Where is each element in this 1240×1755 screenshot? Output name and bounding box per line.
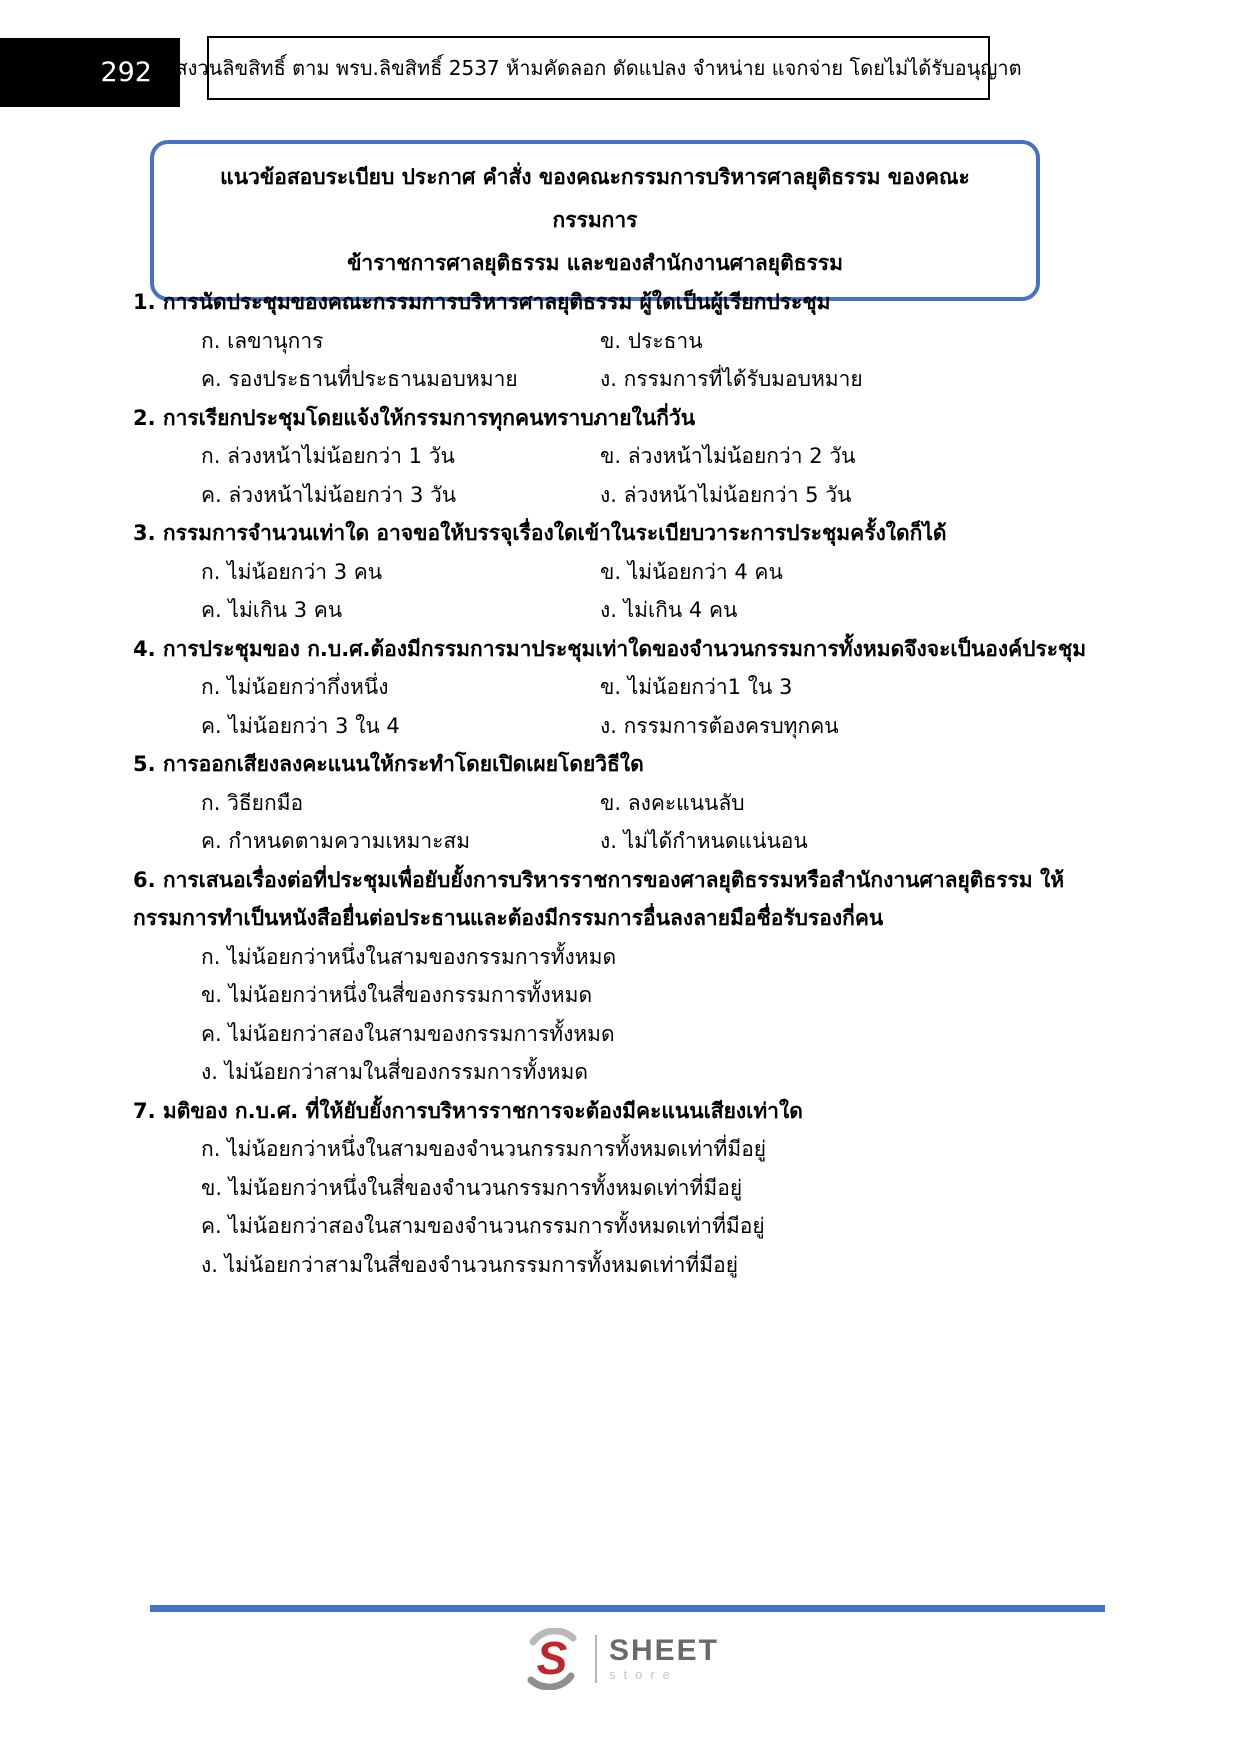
option-choice: ง. ล่วงหน้าไม่น้อยกว่า 5 วัน — [600, 482, 852, 507]
sheet-store-logo — [521, 1628, 719, 1690]
footer-divider-rule — [150, 1605, 1105, 1612]
logo-title: SHEET — [608, 1634, 720, 1667]
questions-list — [133, 283, 1113, 1284]
question-block — [133, 399, 1113, 515]
option-choice: ก. วิธียกมือ — [201, 790, 304, 815]
exam-title-line1: แนวข้อสอบระเบียบ ประกาศ คำสั่ง ของคณะกรรมการบริหารศาลยุติธรรม ของคณะกรรมการ — [220, 165, 970, 232]
option-choice: ง. กรรมการต้องครบทุกคน — [600, 713, 839, 738]
option-choice: ง. ไม่น้อยกว่าสามในสี่ของจำนวนกรรมการทั้งหมดเท่าที่มีอยู่ — [201, 1252, 739, 1277]
options-group — [133, 437, 1113, 514]
logo-s-letter: S — [536, 1632, 568, 1684]
option-choice: ข. ไม่น้อยกว่า 4 คน — [600, 559, 783, 584]
option-choice: ค. ไม่น้อยกว่าสองในสามของกรรมการทั้งหมด — [201, 1021, 615, 1046]
options-group — [133, 784, 1113, 861]
page-number: 292 — [100, 57, 152, 88]
question-text: 5. การออกเสียงลงคะแนนให้กระทำโดยเปิดเผยโดยวิธีใด — [133, 752, 644, 776]
option-choice: ก. เลขานุการ — [201, 328, 324, 353]
option-choice: ง. กรรมการที่ได้รับมอบหมาย — [600, 367, 863, 391]
option-choice: ค. ไม่น้อยกว่า 3 ใน 4 — [201, 713, 400, 738]
options-group — [133, 1130, 1113, 1284]
option-choice: ก. ไม่น้อยกว่าหนึ่งในสามของจำนวนกรรมการทั้งหมดเท่าที่มีอยู่ — [201, 1137, 767, 1161]
option-choice: ก. ไม่น้อยกว่า 3 คน — [201, 559, 383, 584]
exam-title-line2: ข้าราชการศาลยุติธรรม และของสำนักงานศาลยุติธรรม — [347, 251, 843, 275]
option-choice: ค. ไม่เกิน 3 คน — [201, 598, 343, 622]
question-block — [133, 630, 1113, 746]
logo-text-block — [609, 1635, 719, 1683]
option-choice: ค. กำหนดตามความเหมาะสม — [201, 829, 471, 853]
option-choice: ข. ประธาน — [600, 328, 703, 353]
option-choice: ก. ไม่น้อยกว่าหนึ่งในสามของกรรมการทั้งหมด — [201, 944, 617, 969]
option-choice: ง. ไม่ได้กำหนดแน่นอน — [600, 829, 808, 853]
option-choice: ค. รองประธานที่ประธานมอบหมาย — [201, 367, 518, 391]
option-choice: ข. ล่วงหน้าไม่น้อยกว่า 2 วัน — [600, 444, 856, 468]
question-text: 2. การเรียกประชุมโดยแจ้งให้กรรมการทุกคนทราบภายในกี่วัน — [133, 405, 696, 430]
option-choice: ง. ไม่น้อยกว่าสามในสี่ของกรรมการทั้งหมด — [201, 1060, 589, 1084]
question-text: 4. การประชุมของ ก.บ.ศ.ต้องมีกรรมการมาประชุมเท่าใดของจำนวนกรรมการทั้งหมดจึงจะเป็นองค์ประชุม — [133, 636, 1087, 661]
options-group — [133, 322, 1113, 399]
exam-title-box — [150, 140, 1040, 301]
copyright-text: สงวนลิขสิทธิ์ ตาม พรบ.ลิขสิทธิ์ 2537 ห้ามคัดลอก ดัดแปลง จำหน่าย แจกจ่าย โดยไม่ได้รับอนุญาต — [175, 56, 1022, 80]
question-block — [133, 745, 1113, 861]
question-block — [133, 514, 1113, 630]
option-choice: ข. ลงคะแนนลับ — [600, 790, 745, 815]
copyright-box — [175, 36, 1022, 100]
options-group — [133, 938, 1113, 1092]
option-choice: ข. ไม่น้อยกว่าหนึ่งในสี่ของกรรมการทั้งหมด — [201, 983, 593, 1007]
option-choice: ก. ล่วงหน้าไม่น้อยกว่า 1 วัน — [201, 444, 455, 468]
option-choice: ก. ไม่น้อยกว่ากึ่งหนึ่ง — [201, 675, 389, 699]
question-text: 6. การเสนอเรื่องต่อที่ประชุมเพื่อยับยั้งการบริหารราชการของศาลยุติธรรมหรือสำนักงานศาลยุติธรรม ให้กรรมการทำเป็นหนังสือยื่นต่อประธานและต้องมีกรรมการอื่นลงลายมือชื่อรับรองกี่คน — [133, 867, 1065, 930]
option-choice: ค. ไม่น้อยกว่าสองในสามของจำนวนกรรมการทั้งหมดเท่าที่มีอยู่ — [201, 1214, 765, 1238]
option-choice: ข. ไม่น้อยกว่าหนึ่งในสี่ของจำนวนกรรมการทั้งหมดเท่าที่มีอยู่ — [201, 1175, 743, 1200]
logo-subtitle: store — [608, 1667, 678, 1682]
page-number-box — [0, 38, 180, 107]
sheet-store-logo-icon — [521, 1628, 583, 1690]
option-choice: ค. ล่วงหน้าไม่น้อยกว่า 3 วัน — [201, 482, 457, 507]
question-text: 1. การนัดประชุมของคณะกรรมการบริหารศาลยุติธรรม ผู้ใดเป็นผู้เรียกประชุม — [133, 290, 831, 314]
option-choice: ง. ไม่เกิน 4 คน — [600, 598, 738, 622]
options-group — [133, 553, 1113, 630]
option-choice: ข. ไม่น้อยกว่า1 ใน 3 — [600, 675, 793, 699]
question-text: 7. มติของ ก.บ.ศ. ที่ให้ยับยั้งการบริหารราชการจะต้องมีคะแนนเสียงเท่าใด — [133, 1098, 803, 1123]
question-block — [133, 861, 1113, 1092]
question-text: 3. กรรมการจำนวนเท่าใด อาจขอให้บรรจุเรื่องใดเข้าในระเบียบวาระการประชุมครั้งใดก็ได้ — [133, 521, 947, 545]
question-block — [133, 283, 1113, 399]
logo-divider — [595, 1635, 597, 1683]
options-group — [133, 668, 1113, 745]
question-block — [133, 1092, 1113, 1285]
